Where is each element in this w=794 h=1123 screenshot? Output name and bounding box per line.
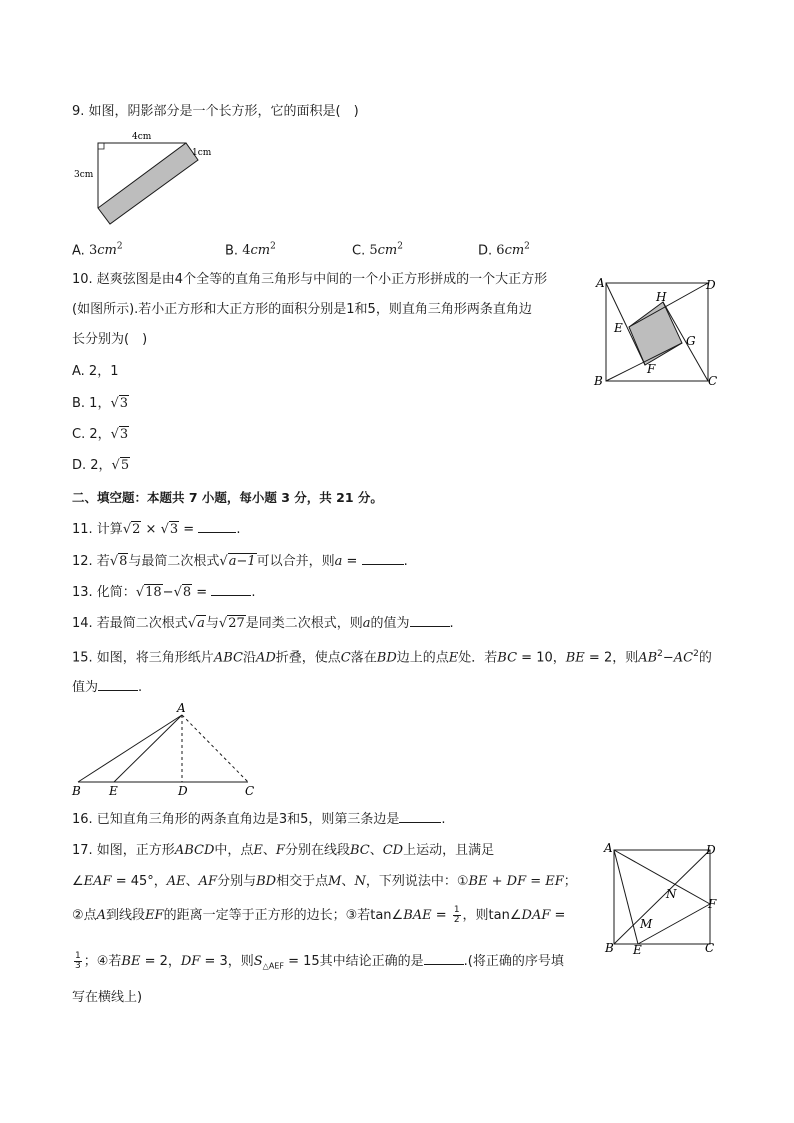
q17-fraction-third: $\frac{1}{3}$: [75, 951, 81, 971]
q10-option-a[interactable]: A. 2，1: [72, 364, 119, 379]
q10-line-2: (如图所示).若小正方形和大正方形的面积分别是1和5，则直角三角形两条直角边: [72, 302, 532, 317]
q15-label-b: B: [72, 784, 81, 798]
q9-option-b[interactable]: [225, 237, 276, 261]
q10-line-3: 长分别为( ): [72, 332, 148, 347]
q10-small-square: [629, 302, 682, 365]
q17-label-b: B: [605, 941, 614, 955]
q15-line-ae: [114, 715, 182, 782]
q10-label-b: B: [594, 374, 603, 388]
q9-option-c[interactable]: [352, 237, 403, 261]
q9-figure: [70, 125, 210, 225]
q15-triangle-figure: [70, 700, 270, 798]
q14: 14. 若最简二次根式√a与√27是同类二次根式，则a的值为 .: [72, 612, 454, 634]
q10-option-d-text: D. 2，: [72, 458, 112, 473]
q9-label-top: 4cm: [132, 132, 152, 142]
q10-option-c[interactable]: C. 2，√3: [72, 427, 129, 442]
q15-side-ab: [78, 715, 182, 782]
q10-option-d[interactable]: D. 2，√5: [72, 458, 130, 473]
q10-label-h: H: [656, 290, 667, 304]
q10-option-b-radicand: 3: [119, 396, 129, 411]
q17-label-a: A: [604, 841, 613, 855]
q15-label-d: D: [178, 784, 188, 798]
q9-stem: 9. 如图，阴影部分是一个长方形，它的面积是( ): [72, 104, 359, 119]
q13: 13. 化简：√18−√8 = .: [72, 581, 255, 603]
q17-line-1: 17. 如图，正方形ABCD中，点E、F分别在线段BC、CD上运动，且满足: [72, 843, 495, 858]
q17-label-n: N: [666, 887, 677, 901]
q17-label-m: M: [640, 917, 653, 931]
q17-label-c: C: [705, 941, 715, 955]
q9-option-a[interactable]: [72, 237, 123, 261]
q10-option-c-radicand: 3: [119, 427, 129, 442]
q17-label-f: F: [708, 897, 717, 911]
q9-right-angle-mark: [98, 143, 104, 149]
q10-label-c: C: [708, 374, 718, 388]
q9-label-width: 1cm: [192, 148, 212, 158]
q10-line-1: 10. 赵爽弦图是由4个全等的直角三角形与中间的一个小正方形拼成的一个大正方形: [72, 272, 548, 287]
q9-option-c-letter: C.: [352, 243, 370, 259]
q14-answer-blank[interactable]: [410, 612, 450, 627]
q9-shaded-rectangle: [98, 143, 198, 224]
q13-answer-blank[interactable]: [211, 581, 251, 596]
q17-line-af: [614, 850, 710, 904]
q9-option-d[interactable]: [478, 237, 530, 261]
q10-option-d-radicand: 5: [120, 458, 130, 473]
q9-option-d-value: $6cm^2$: [496, 242, 530, 259]
q12: 12. 若√8与最简二次根式√a−1可以合并，则a = .: [72, 550, 408, 572]
q17-line-5: 写在横线上): [72, 990, 143, 1005]
q17-line-2: ∠EAF = 45°，AE、AF分别与BD相交于点M、N，下列说法中：①BE + DF = EF；: [72, 874, 577, 889]
q17-line-4: $\frac{1}{3}$ ；④若BE = 2，DF = 3，则$S_{\triangle AEF} = 15$其中结论正确的是 .(将正确的序号填: [75, 951, 564, 971]
q10-option-c-text: C. 2，: [72, 427, 111, 442]
q15-answer-blank[interactable]: [98, 676, 138, 691]
q11-answer-blank[interactable]: [198, 518, 236, 533]
q17-label-e: E: [633, 943, 642, 957]
q9-option-c-value: $5cm^2$: [369, 242, 403, 259]
q16-answer-blank[interactable]: [399, 808, 441, 823]
q17-diagonal-bd: [614, 850, 710, 944]
q15-label-e: E: [109, 784, 118, 798]
q17-answer-blank[interactable]: [424, 950, 464, 965]
q17-line-ae: [614, 850, 638, 944]
q9-option-a-letter: A.: [72, 243, 89, 259]
section-2-title: 二、填空题：本题共 7 小题，每小题 3 分，共 21 分。: [72, 490, 383, 505]
q10-zhao-shuang-figure: [590, 275, 730, 400]
q10-label-f: F: [647, 362, 656, 376]
q17-label-d: D: [706, 843, 716, 857]
q9-option-a-value: $3cm^2$: [88, 242, 123, 259]
q17-line-3: ②点A到线段EF的距离一定等于正方形的边长；③若tan∠BAE = $\frac{1}{2}$ ，则tan∠DAF =: [72, 905, 566, 925]
q17-fraction-half: $\frac{1}{2}$: [453, 905, 460, 925]
q9-option-b-letter: B.: [225, 243, 243, 259]
q15-line-ac-dashed: [182, 715, 248, 782]
q9-label-side: 3cm: [74, 170, 94, 180]
q11: 11. 计算√2 × √3 = .: [72, 518, 240, 540]
q17-square-figure: [600, 838, 730, 958]
q10-label-d: D: [706, 278, 716, 292]
q9-option-b-value: $4cm^2$: [242, 242, 276, 259]
q9-option-d-letter: D.: [478, 243, 497, 259]
q15-label-a: A: [177, 701, 186, 715]
q15-label-c: C: [245, 784, 255, 798]
q15-line-1: 15. 如图，将三角形纸片ABC沿AD折叠，使点C落在BD边上的点E处．若BC = 10，BE = 2，则$AB^2-AC^2$的: [72, 649, 712, 666]
q10-option-b-text: B. 1，: [72, 396, 111, 411]
q16: 16. 已知直角三角形的两条直角边是3和5，则第三条边是 .: [72, 808, 446, 830]
q12-answer-blank[interactable]: [362, 550, 404, 565]
q10-label-a: A: [596, 276, 605, 290]
q10-label-g: G: [686, 334, 696, 348]
q10-label-e: E: [614, 321, 623, 335]
q10-option-b[interactable]: B. 1，√3: [72, 396, 129, 411]
q15-line-2: 值为 .: [72, 676, 142, 698]
